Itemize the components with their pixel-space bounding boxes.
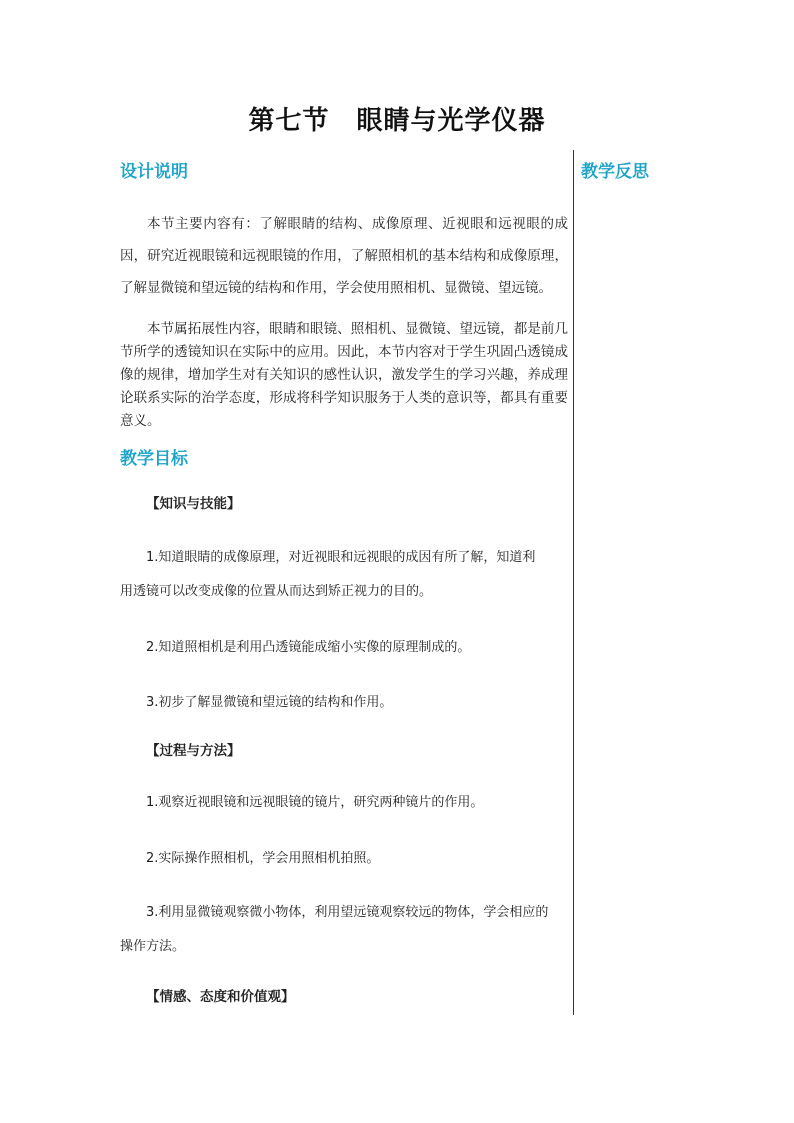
reflection-column <box>581 150 761 184</box>
goals-heading: 教学目标 <box>120 449 188 469</box>
column-divider <box>573 150 574 1015</box>
process-goal-3-line-1: 3.利用显微镜观察微小物体，利用望远镜观察较远的物体，学会相应的 <box>146 905 549 920</box>
knowledge-goal-1-line-1: 1.知道眼睛的成像原理，对近视眼和远视眼的成因有所了解，知道利 <box>146 550 536 565</box>
knowledge-skills-heading: 【知识与技能】 <box>146 496 241 512</box>
page-title: 第七节 眼睛与光学仪器 <box>248 106 546 136</box>
process-methods-heading: 【过程与方法】 <box>146 743 241 759</box>
design-paragraph-1: 本节主要内容有：了解眼睛的结构、成像原理、近视眼和远视眼的成因，研究近视眼镜和远视眼镜的作用，了解照相机的基本结构和成像原理，了解显微镜和望远镜的结构和作用，学会使用照相机、显微镜、望远镜。 <box>120 216 568 296</box>
emotion-values-heading: 【情感、态度和价值观】 <box>146 989 295 1005</box>
main-column <box>120 150 568 1015</box>
knowledge-goal-1 <box>120 541 568 609</box>
knowledge-goal-2: 2.知道照相机是利用凸透镜能成缩小实像的原理制成的。 <box>146 640 471 655</box>
design-paragraph-2: 本节属拓展性内容，眼睛和眼镜、照相机、显微镜、望远镜，都是前几节所学的透镜知识在实际中的应用。因此，本节内容对于学生巩固凸透镜成像的规律，增加学生对有关知识的感性认识，激发学生的学习兴趣，养成理论联系实际的治学态度，形成将科学知识服务于人类的意识等，都具有重要意义。 <box>120 321 568 429</box>
reflection-heading: 教学反思 <box>581 162 649 182</box>
process-goal-3-line-2: 操作方法。 <box>120 939 186 954</box>
design-heading: 设计说明 <box>120 162 188 182</box>
knowledge-goal-1-line-2: 用透镜可以改变成像的位置从而达到矫正视力的目的。 <box>120 584 433 599</box>
knowledge-goal-3: 3.初步了解显微镜和望远镜的结构和作用。 <box>146 695 393 710</box>
process-goal-1: 1.观察近视眼镜和远视眼镜的镜片，研究两种镜片的作用。 <box>146 795 484 810</box>
process-goal-3 <box>120 896 568 964</box>
process-goal-2: 2.实际操作照相机，学会用照相机拍照。 <box>146 851 380 866</box>
